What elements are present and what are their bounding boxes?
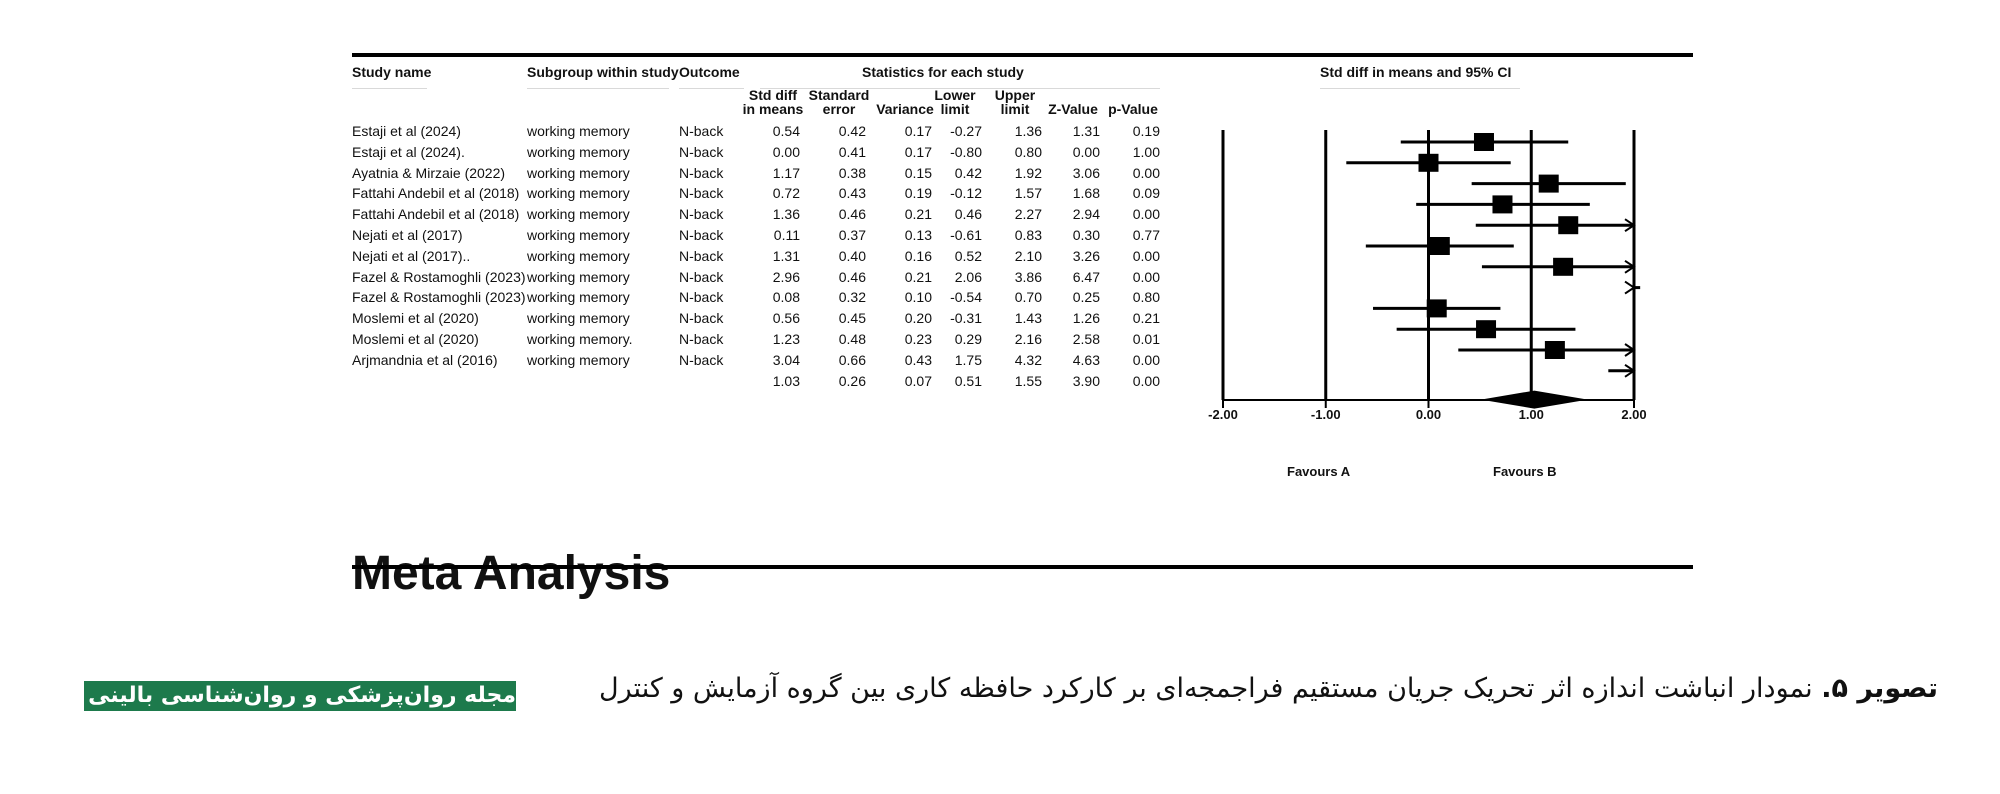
stat-value-cell: 0.01	[1132, 331, 1160, 347]
stat-value-cell: 1.31	[1072, 123, 1100, 139]
stat-value-cell: 1.36	[1014, 123, 1042, 139]
subgroup-cell: working memory	[527, 310, 630, 327]
outcome-cell: N-back	[679, 227, 724, 243]
stat-header-line: limit	[940, 101, 970, 117]
subgroup-cell: working memory	[527, 164, 630, 181]
stat-value-cell: 0.00	[1132, 164, 1160, 181]
stat-value-cell: 1.43	[1014, 310, 1042, 327]
header-outcome: Outcome	[679, 64, 740, 80]
stat-value-cell: 2.94	[1072, 206, 1100, 223]
outcome-cell: N-back	[679, 268, 724, 285]
stat-value-cell: 0.41	[838, 143, 866, 160]
stat-header-line: Std diff	[748, 87, 798, 103]
stat-value-cell: 0.80	[1132, 289, 1160, 306]
stat-value-cell: 2.06	[954, 268, 982, 285]
effect-square	[1430, 237, 1450, 255]
stat-header-line: in means	[742, 101, 804, 117]
effect-square	[1492, 195, 1512, 213]
stat-value-cell: 0.11	[773, 227, 800, 243]
summary-value-cell: 0.51	[954, 372, 982, 389]
study-name-cell: Nejati et al (2017)	[352, 227, 463, 243]
subgroup-cell: working memory	[527, 351, 630, 368]
stat-value-cell: 2.10	[1014, 247, 1042, 264]
stat-value-cell: 1.57	[1014, 185, 1042, 202]
stat-value-cell: 0.83	[1014, 227, 1042, 243]
forest-plot	[1180, 120, 1680, 420]
study-name-cell: Fazel & Rostamoghli (2023)	[352, 268, 526, 285]
stat-value-cell: 0.17	[904, 143, 932, 160]
stat-value-cell: 0.19	[1132, 123, 1160, 139]
subgroup-cell: working memory	[527, 185, 630, 202]
subgroup-cell: working memory	[527, 268, 630, 285]
header-study-name: Study name	[352, 64, 432, 80]
stat-header-3	[924, 88, 986, 116]
stat-value-cell: 0.00	[1132, 268, 1160, 285]
stat-value-cell: 0.46	[838, 206, 866, 223]
study-name-cell: Moslemi et al (2020)	[352, 310, 479, 327]
study-name-cell: Ayatnia & Mirzaie (2022)	[352, 164, 506, 181]
stat-value-cell: 1.17	[772, 164, 800, 181]
stat-header-line: Z-Value	[1048, 101, 1098, 117]
stat-header-line: error	[822, 101, 856, 117]
stat-value-cell: 0.10	[904, 289, 932, 306]
outcome-cell: N-back	[679, 143, 724, 160]
stat-header-line	[1042, 88, 1104, 102]
x-tick-label: -1.00	[1310, 407, 1341, 422]
stat-header-5	[1042, 88, 1104, 116]
subgroup-cell: working memory	[527, 123, 630, 139]
stat-value-cell: 2.58	[1072, 331, 1100, 347]
stat-value-cell: 2.96	[772, 268, 800, 285]
stat-value-cell: 0.43	[904, 351, 932, 368]
effect-square	[1474, 133, 1494, 151]
stat-value-cell: 0.52	[954, 247, 982, 264]
summary-value-cell: 1.55	[1014, 372, 1042, 389]
stat-value-cell: 0.20	[904, 310, 932, 327]
stat-value-cell: 0.45	[838, 310, 866, 327]
stat-value-cell: 0.00	[1132, 351, 1160, 368]
header-statistics: Statistics for each study	[862, 64, 1024, 80]
stat-value-cell: 3.86	[1014, 268, 1042, 285]
stat-value-cell: 1.00	[1132, 143, 1160, 160]
stat-value-cell: 0.21	[904, 206, 932, 223]
header-underline-study	[352, 88, 427, 89]
header-underline-subgroup	[527, 88, 669, 89]
effect-square	[1427, 299, 1447, 317]
stat-value-cell: 3.26	[1072, 247, 1100, 264]
effect-square	[1539, 175, 1559, 193]
stat-value-cell: 0.25	[1072, 289, 1100, 306]
stat-value-cell: -0.61	[950, 227, 982, 243]
table-top-rule	[352, 53, 1693, 57]
subgroup-cell: working memory	[527, 227, 630, 243]
stat-value-cell: 0.30	[1072, 227, 1100, 243]
outcome-cell: N-back	[679, 164, 724, 181]
stat-header-line: limit	[1000, 101, 1030, 117]
stat-value-cell: 0.09	[1132, 185, 1160, 202]
x-tick-label: 2.00	[1621, 407, 1647, 422]
stat-header-line: Standard	[808, 87, 870, 103]
stat-value-cell: 0.17	[904, 123, 932, 139]
effect-square	[1419, 154, 1439, 172]
stat-value-cell: 0.66	[838, 351, 866, 368]
stat-value-cell: 0.29	[954, 331, 982, 347]
stat-value-cell: -0.80	[950, 143, 982, 160]
stat-value-cell: 0.32	[838, 289, 866, 306]
effect-square	[1558, 216, 1578, 234]
study-name-cell: Estaji et al (2024).	[352, 143, 465, 160]
figure-caption	[599, 673, 1938, 704]
stat-value-cell: 2.16	[1014, 331, 1042, 347]
effect-square	[1476, 320, 1496, 338]
stat-value-cell: 0.00	[1072, 143, 1100, 160]
stat-value-cell: 1.23	[772, 331, 800, 347]
x-tick-label: 0.00	[1415, 407, 1442, 422]
stat-value-cell: -0.12	[950, 185, 982, 202]
header-underline-outcome	[679, 88, 744, 89]
title-rule	[352, 565, 1693, 569]
stat-header-1	[808, 88, 870, 116]
stat-value-cell: 0.43	[838, 185, 866, 202]
journal-badge: مجله روان‌پزشکی و روان‌شناسی بالینی ایران	[84, 681, 516, 711]
subgroup-cell: working memory	[527, 289, 630, 306]
header-subgroup: Subgroup within study	[527, 64, 679, 80]
stat-value-cell: 1.36	[772, 206, 800, 223]
stat-header-6	[1102, 88, 1164, 116]
stat-header-line: p-Value	[1108, 101, 1158, 117]
stat-value-cell: 0.46	[954, 206, 982, 223]
stat-value-cell: 4.63	[1072, 351, 1100, 368]
outcome-cell: N-back	[679, 185, 724, 202]
subgroup-cell: working memory	[527, 247, 630, 264]
stat-value-cell: 0.21	[904, 268, 932, 285]
stat-value-cell: 0.42	[838, 123, 866, 139]
summary-value-cell: 0.26	[838, 372, 866, 389]
subgroup-cell: working memory	[527, 206, 630, 223]
stat-header-line	[1102, 88, 1164, 102]
stat-value-cell: 0.80	[1014, 143, 1042, 160]
stat-value-cell: 0.08	[772, 289, 800, 306]
stat-value-cell: 0.42	[954, 164, 982, 181]
stat-value-cell: 3.06	[1072, 164, 1100, 181]
stat-value-cell: 1.31	[772, 247, 800, 264]
stat-value-cell: 1.68	[1072, 185, 1100, 202]
stat-header-line: Lower	[934, 87, 976, 103]
outcome-cell: N-back	[679, 289, 724, 306]
study-name-cell: Moslemi et al (2020)	[352, 331, 479, 347]
x-tick-label: -2.00	[1208, 407, 1238, 422]
stat-value-cell: 1.92	[1014, 164, 1042, 181]
figure-caption-text: نمودار انباشت اندازه اثر تحریک جریان مستقیم فراجمجه‌ای بر کارکرد حافظه کاری بین گروه آزمایش و کنترل	[599, 673, 1813, 704]
outcome-cell: N-back	[679, 331, 724, 347]
stat-value-cell: 1.26	[1072, 310, 1100, 327]
summary-value-cell: 0.07	[904, 372, 932, 389]
stat-value-cell: 0.72	[772, 185, 800, 202]
outcome-cell: N-back	[679, 206, 724, 223]
stat-value-cell: 2.27	[1014, 206, 1042, 223]
meta-analysis-title: Meta Analysis	[352, 547, 671, 600]
stat-header-4	[984, 88, 1046, 116]
stat-value-cell: 0.40	[838, 247, 866, 264]
outcome-cell: N-back	[679, 310, 724, 327]
effect-square	[1545, 341, 1565, 359]
subgroup-cell: working memory	[527, 143, 630, 160]
stat-value-cell: 3.04	[772, 351, 800, 368]
stat-value-cell: 0.56	[772, 310, 800, 327]
stat-value-cell: 0.37	[838, 227, 866, 243]
stat-value-cell: 0.38	[838, 164, 866, 181]
stat-value-cell: 0.00	[772, 143, 800, 160]
study-name-cell: Fazel & Rostamoghli (2023)	[352, 289, 526, 306]
study-name-cell: Fattahi Andebil et al (2018)	[352, 185, 520, 202]
summary-diamond	[1481, 391, 1588, 409]
stat-value-cell: 0.21	[1132, 310, 1160, 327]
favours-b-label: Favours B	[1493, 464, 1557, 479]
stat-value-cell: 0.70	[1014, 289, 1042, 306]
effect-square	[1553, 258, 1573, 276]
study-name-cell: Nejati et al (2017)..	[352, 247, 471, 264]
stat-value-cell: 0.46	[838, 268, 866, 285]
subgroup-cell: working memory.	[527, 331, 633, 347]
summary-value-cell: 1.03	[772, 372, 800, 389]
stat-value-cell: 0.77	[1132, 227, 1160, 243]
stat-header-line: Variance	[876, 101, 934, 117]
outcome-cell: N-back	[679, 351, 724, 368]
header-underline-ci	[1320, 88, 1520, 89]
stat-value-cell: -0.54	[950, 289, 982, 306]
stat-header-line: Upper	[994, 87, 1036, 103]
outcome-cell: N-back	[679, 247, 724, 264]
stat-value-cell: 0.16	[904, 247, 932, 264]
stat-value-cell: 0.13	[904, 227, 932, 243]
study-name-cell: Arjmandnia et al (2016)	[352, 351, 498, 368]
favours-a-label: Favours A	[1287, 464, 1351, 479]
header-ci: Std diff in means and 95% CI	[1320, 64, 1512, 80]
stat-value-cell: 0.23	[904, 331, 932, 347]
study-name-cell: Fattahi Andebil et al (2018)	[352, 206, 520, 223]
stat-value-cell: -0.27	[950, 123, 982, 139]
stat-value-cell: 1.75	[954, 351, 982, 368]
stat-header-0	[742, 88, 804, 116]
stat-value-cell: 0.54	[772, 123, 800, 139]
stat-value-cell: 0.48	[838, 331, 866, 347]
stat-value-cell: 4.32	[1014, 351, 1042, 368]
summary-value-cell: 3.90	[1072, 372, 1100, 389]
stat-value-cell: 0.00	[1132, 206, 1160, 223]
stat-value-cell: -0.31	[950, 310, 982, 327]
stat-value-cell: 0.19	[904, 185, 932, 202]
summary-value-cell: 0.00	[1132, 372, 1160, 389]
study-name-cell: Estaji et al (2024)	[352, 123, 461, 139]
stat-value-cell: 0.00	[1132, 247, 1160, 264]
stat-value-cell: 0.15	[904, 164, 932, 181]
outcome-cell: N-back	[679, 123, 724, 139]
stat-value-cell: 6.47	[1072, 268, 1100, 285]
x-tick-label: 1.00	[1518, 407, 1544, 422]
figure-label: تصویر ۵.	[1821, 673, 1938, 704]
